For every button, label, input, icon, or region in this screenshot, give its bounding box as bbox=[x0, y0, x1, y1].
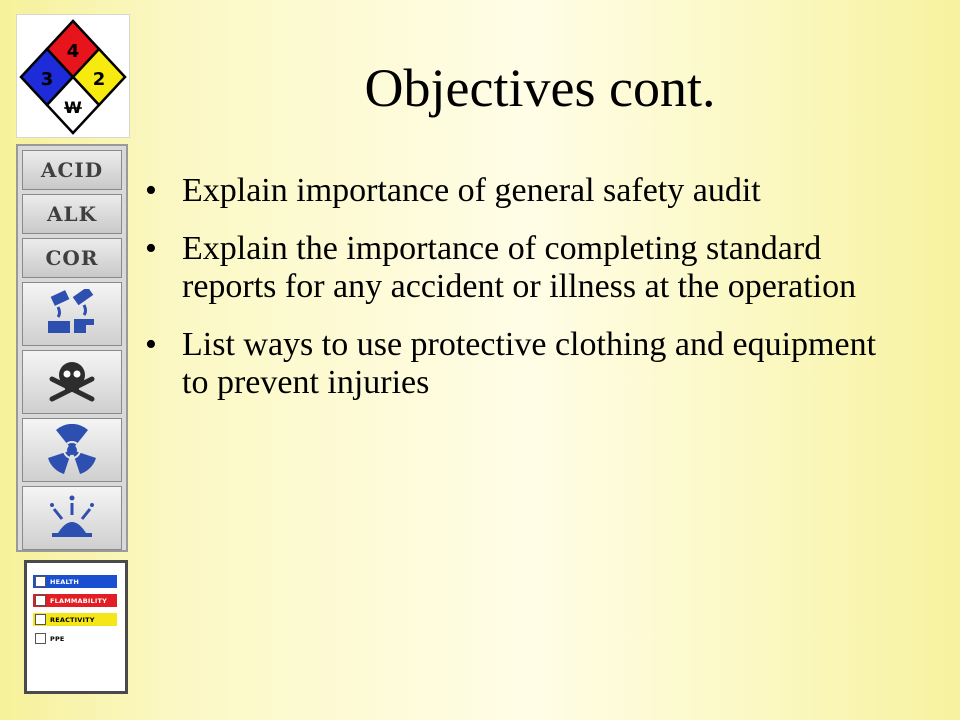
nfpa-top-number: 4 bbox=[66, 41, 80, 62]
label-row-text: FLAMMABILITY bbox=[50, 596, 108, 605]
label-row-reactivity bbox=[33, 613, 117, 626]
code-cor: COR bbox=[22, 238, 122, 278]
bullet-text: List ways to use protective clothing and equipment to prevent injuries bbox=[182, 326, 877, 401]
label-row-text: HEALTH bbox=[50, 577, 80, 586]
nfpa-diamond-logo bbox=[16, 14, 130, 138]
radioactive-icon bbox=[22, 418, 122, 482]
bullet-dot: • bbox=[145, 172, 157, 209]
nfpa-left-number: 3 bbox=[40, 69, 54, 90]
label-row-ppe bbox=[33, 632, 117, 645]
bullet-item bbox=[145, 326, 905, 402]
label-row-text: REACTIVITY bbox=[50, 615, 95, 624]
checkbox-square-icon bbox=[35, 614, 46, 625]
code-acid: ACID bbox=[22, 150, 122, 190]
label-row-health bbox=[33, 575, 117, 588]
checkbox-square-icon bbox=[35, 633, 46, 644]
bullet-dot: • bbox=[145, 326, 157, 363]
reactive-splash-icon bbox=[22, 486, 122, 550]
bullet-item bbox=[145, 230, 905, 306]
bullet-text: Explain the importance of completing standard reports for any accident or illness at the operation bbox=[182, 230, 857, 305]
bullet-list bbox=[145, 172, 905, 422]
label-row-flammability bbox=[33, 594, 117, 607]
corrosive-icon bbox=[22, 282, 122, 346]
skull-crossbones-icon bbox=[22, 350, 122, 414]
nfpa-bottom-symbol: W bbox=[64, 98, 82, 117]
bullet-text: Explain importance of general safety audit bbox=[182, 172, 761, 209]
hazard-panel-stack bbox=[16, 144, 128, 552]
nfpa-right-number: 2 bbox=[92, 69, 106, 90]
bullet-dot: • bbox=[145, 230, 157, 267]
code-alk: ALK bbox=[22, 194, 122, 234]
nfpa-diamond-icon bbox=[17, 15, 129, 137]
checkbox-square-icon bbox=[35, 595, 46, 606]
checkbox-square-icon bbox=[35, 576, 46, 587]
label-row-text: PPE bbox=[50, 634, 65, 643]
slide-title: Objectives cont. bbox=[364, 58, 716, 118]
hmis-label-card bbox=[24, 560, 128, 694]
bullet-item bbox=[145, 172, 905, 210]
